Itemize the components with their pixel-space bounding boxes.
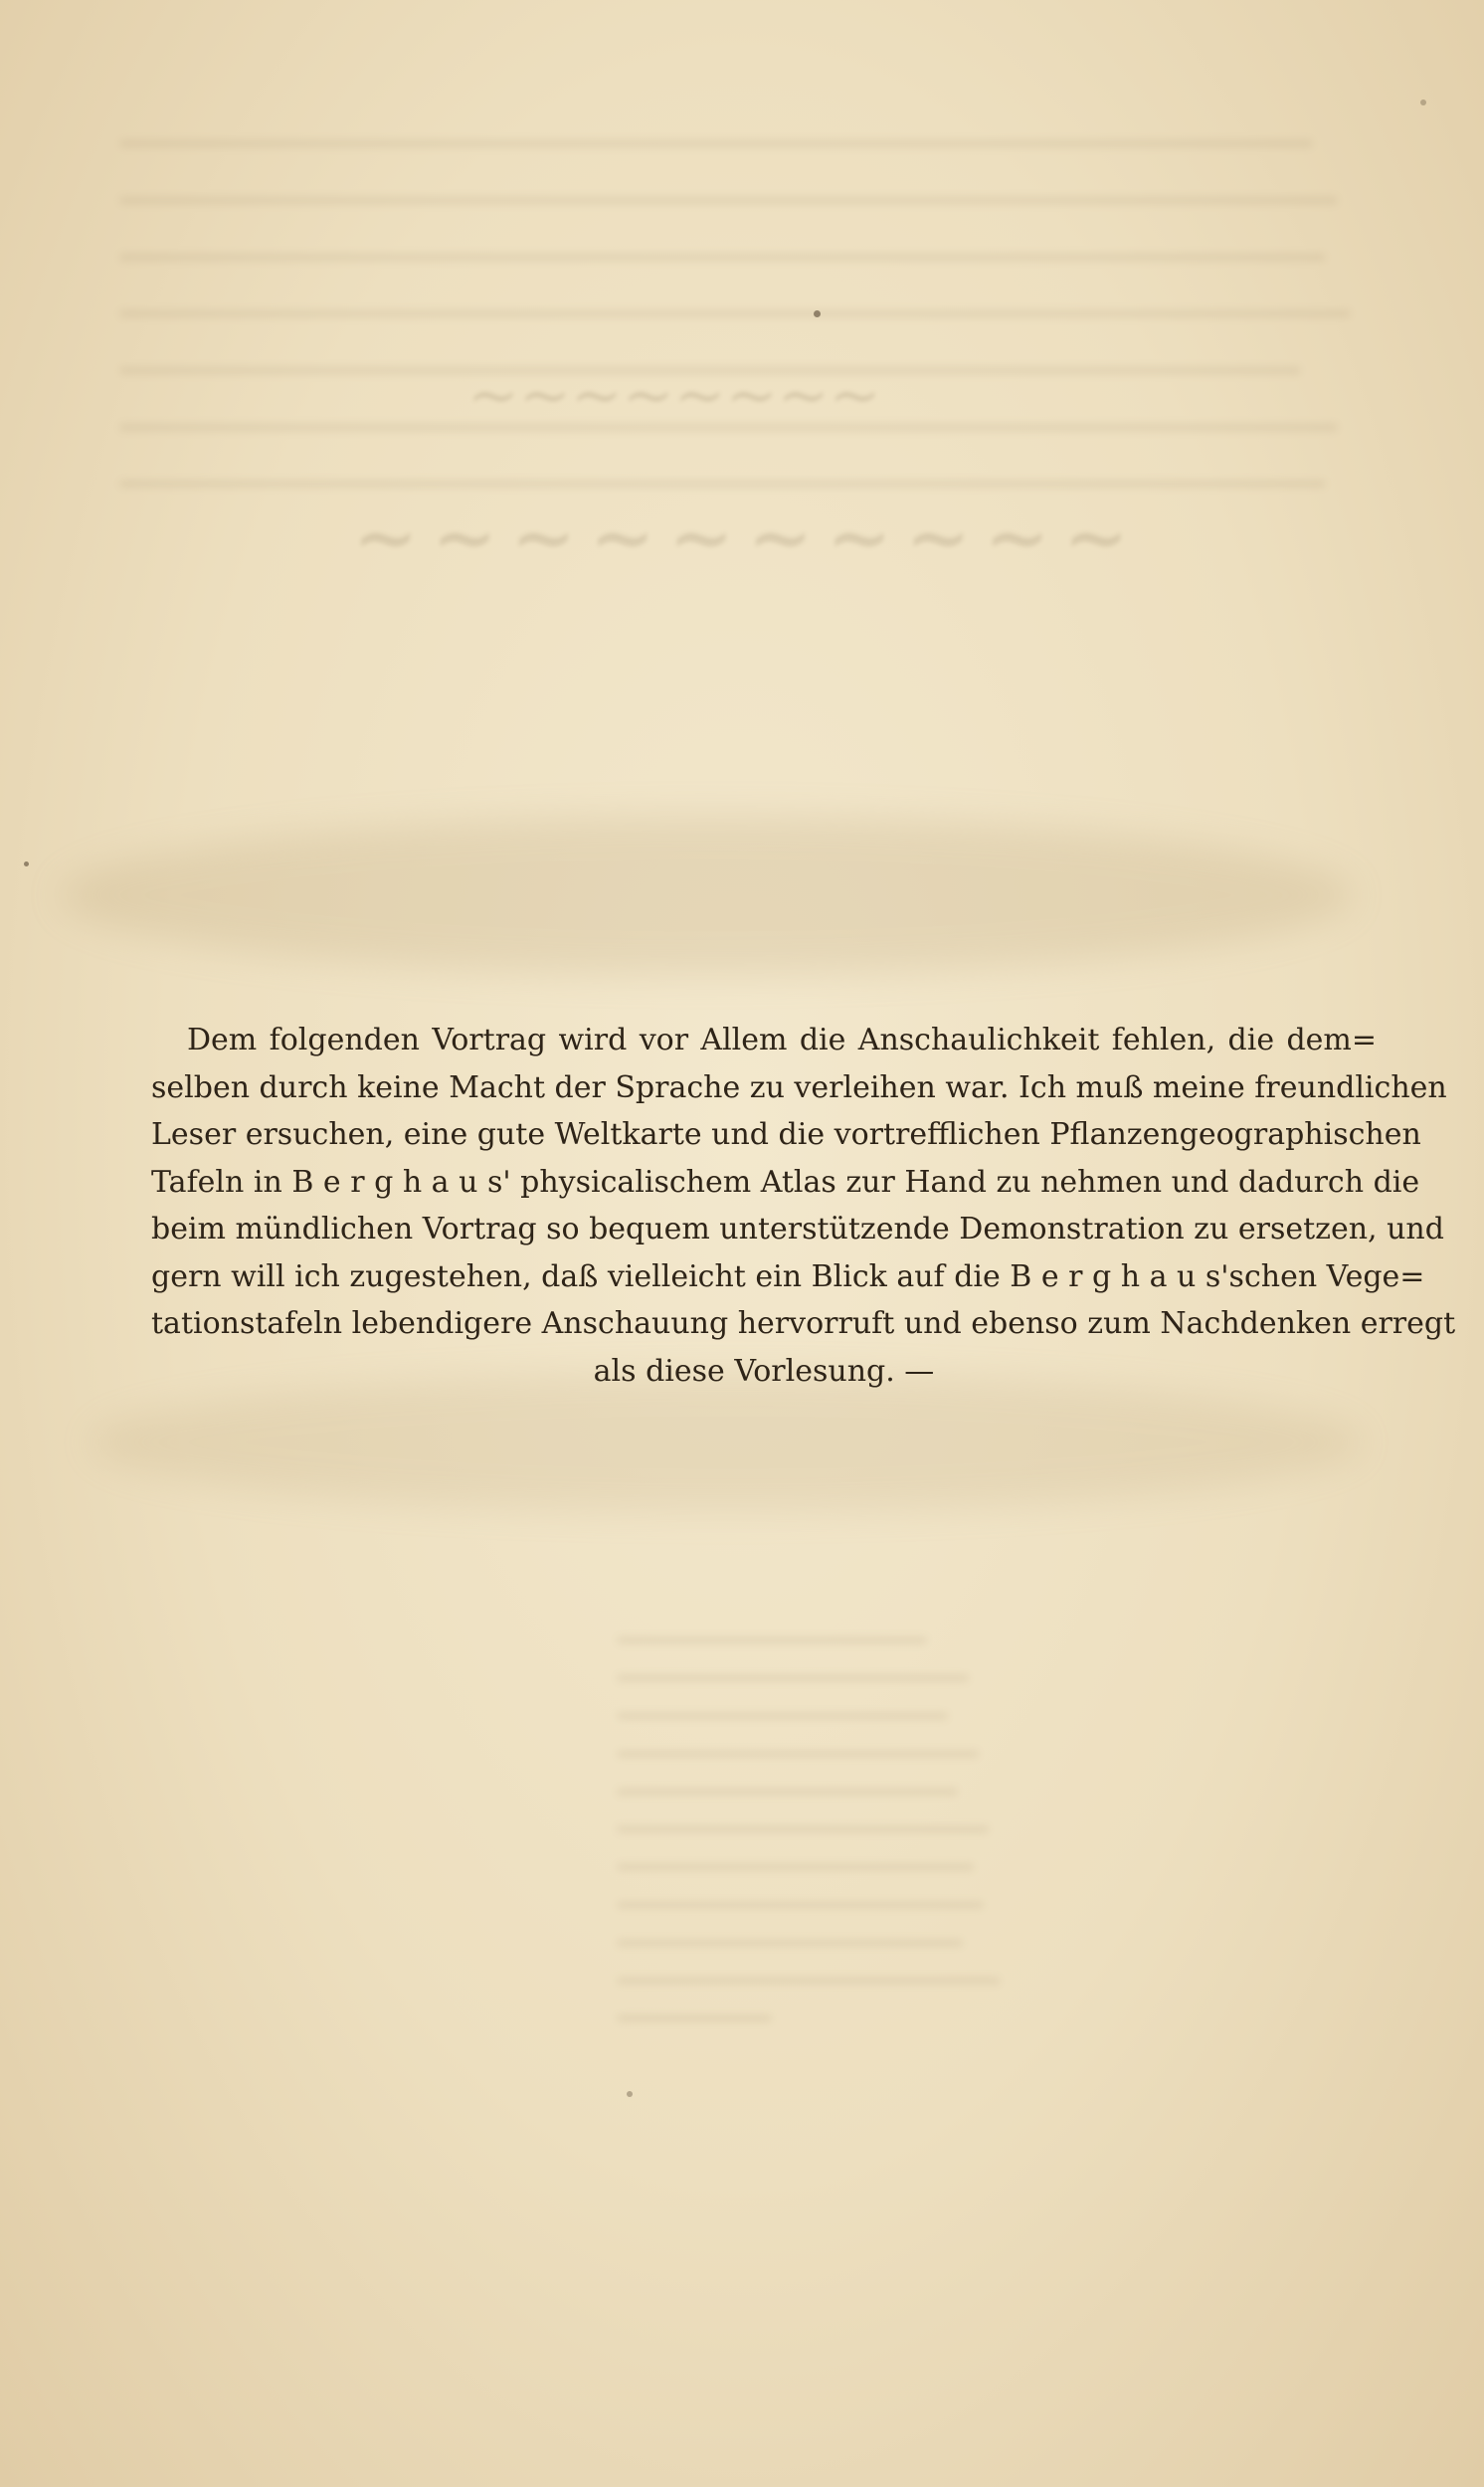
- bleed-through-heading: ~~~~~~~~: [467, 358, 881, 431]
- bleed-through-verse: [617, 1636, 1134, 2052]
- text-line: beim mündlichen Vortrag so bequem unterstützende Demonstration zu ersetzen, und: [151, 1212, 1444, 1246]
- text-line: Tafeln in B e r g h a u s' physicalischem Atlas zur Hand zu nehmen und dadurch die: [151, 1164, 1420, 1200]
- bleed-through-heading: ~~~~~~~~~~: [353, 492, 1143, 583]
- text-line: Leser ersuchen, eine gute Weltkarte und die vortrefflichen Pflanzengeographischen: [151, 1117, 1421, 1152]
- ink-speck: [24, 861, 29, 866]
- bleed-through-text: [119, 139, 1363, 536]
- ink-speck: [814, 310, 821, 317]
- text-line: tationstafeln lebendigere Anschauung hervorruft und ebenso zum Nachdenken erregt: [151, 1306, 1456, 1341]
- ink-speck: [627, 2091, 633, 2097]
- foreword-paragraph: [151, 1017, 1456, 1395]
- text-line: als diese Vorlesung. —: [593, 1353, 935, 1389]
- text-line: Dem folgenden Vortrag wird vor Allem die Anschaulichkeit fehlen, die dem=: [187, 1023, 1377, 1057]
- paper-stain: [60, 816, 1353, 975]
- text-line: selben durch keine Macht der Sprache zu verleihen war. Ich muß meine freundlichen: [151, 1069, 1447, 1105]
- ink-speck: [1420, 99, 1426, 105]
- text-line: gern will ich zugestehen, daß vielleicht ein Blick auf die B e r g h a u s'schen Vege=: [151, 1258, 1425, 1294]
